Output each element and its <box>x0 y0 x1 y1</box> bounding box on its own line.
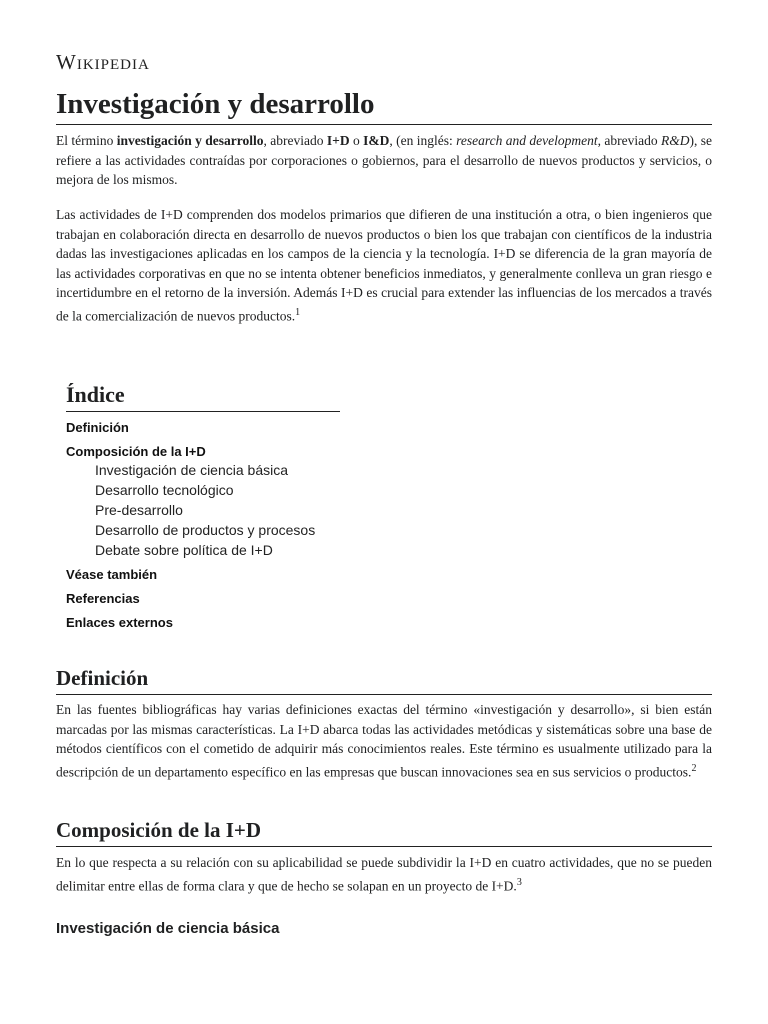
section-heading-definicion: Definición <box>56 664 712 695</box>
intro-paragraph-2 <box>56 205 712 326</box>
abbr-iyd-bold: I&D <box>363 133 390 148</box>
toc-item-enlaces[interactable]: Enlaces externos <box>66 615 173 630</box>
table-of-contents <box>66 380 340 633</box>
toc-item-vease[interactable]: Véase también <box>66 567 158 582</box>
intro-paragraph-2-text: Las actividades de I+D comprenden dos modelos primarios que difieren de una institución a otra, o bien ingenieros que trabajan en colaboración directa en desarrollo de nuevos productos o bien los que trabajan con científicos de la industria dadas las investigaciones aplicadas en los campos de la ciencia y la tecnología. I+D se diferencia de la gran mayoría de las actividades corporativas en que no se intenta obtener beneficios inmediatos, y generalmente conlleva un gran riesgo e incertidumbre en el retorno de la inversión. Además I+D es crucial para extender las influencias de los mercados a través de la comercialización de nuevos productos. <box>56 207 712 324</box>
toc-item-pre-desarrollo[interactable]: Pre-desarrollo <box>95 502 183 518</box>
reference-2[interactable]: 2 <box>691 762 697 774</box>
toc-item-ciencia-basica[interactable]: Investigación de ciencia básica <box>95 462 289 478</box>
wikipedia-logo: Wikipedia <box>56 50 150 74</box>
reference-1[interactable]: 1 <box>295 306 301 318</box>
page-title: Investigación y desarrollo <box>56 86 712 125</box>
toc-item-desarrollo-tecnologico[interactable]: Desarrollo tecnológico <box>95 482 234 498</box>
composicion-text: En lo que respecta a su relación con su aplicabilidad se puede subdividir la I+D en cuatro actividades, que no se pueden delimitar entre ellas de forma clara y que de hecho se solapan en un proyecto de I+D. <box>56 855 712 894</box>
toc-title: Índice <box>66 380 340 412</box>
intro-paragraph-1 <box>56 131 712 190</box>
intro-text-3: o <box>349 133 364 148</box>
toc-item-referencias[interactable]: Referencias <box>66 591 140 606</box>
toc-item-debate-politica[interactable]: Debate sobre política de I+D <box>95 542 273 558</box>
intro-text-5: , abreviado <box>597 133 661 148</box>
term-bold: investigación y desarrollo <box>116 133 264 148</box>
toc-item-definicion[interactable]: Definición <box>66 420 129 435</box>
toc-item-composicion[interactable]: Composición de la I+D <box>66 444 206 459</box>
definicion-text: En las fuentes bibliográficas hay varias definiciones exactas del término «investigación y desarrollo», si bien están marcadas por las mismas características. La I+D abarca todas las actividades metódicas y sistemáticas sobre una base de métodos científicos con el cometido de adquirir más conocimientos reales. Este término es usualmente utilizado para la descripción de un departamento específico en las empresas que buscan innovaciones sea en sus servicios o productos. <box>56 702 712 780</box>
intro-text-2: , abreviado <box>263 133 327 148</box>
subheading-ciencia-basica: Investigación de ciencia básica <box>56 920 280 937</box>
intro-text-1: El término <box>56 133 117 148</box>
abbr-id-bold: I+D <box>326 133 350 148</box>
intro-text-4: , (en inglés: <box>389 133 457 148</box>
composicion-paragraph <box>56 853 712 896</box>
english-abbr: R&D <box>660 133 690 148</box>
section-heading-composicion: Composición de la I+D <box>56 816 712 847</box>
english-term: research and development <box>456 133 598 148</box>
reference-3[interactable]: 3 <box>516 876 522 888</box>
intro-text-6: ), se refiere a las actividades contraídas por corporaciones o gobiernos, para el desarrollo de nuevos productos y servicios, o mejora de los mismos. <box>56 133 712 188</box>
definicion-paragraph <box>56 700 712 782</box>
toc-item-productos-procesos[interactable]: Desarrollo de productos y procesos <box>95 522 316 538</box>
